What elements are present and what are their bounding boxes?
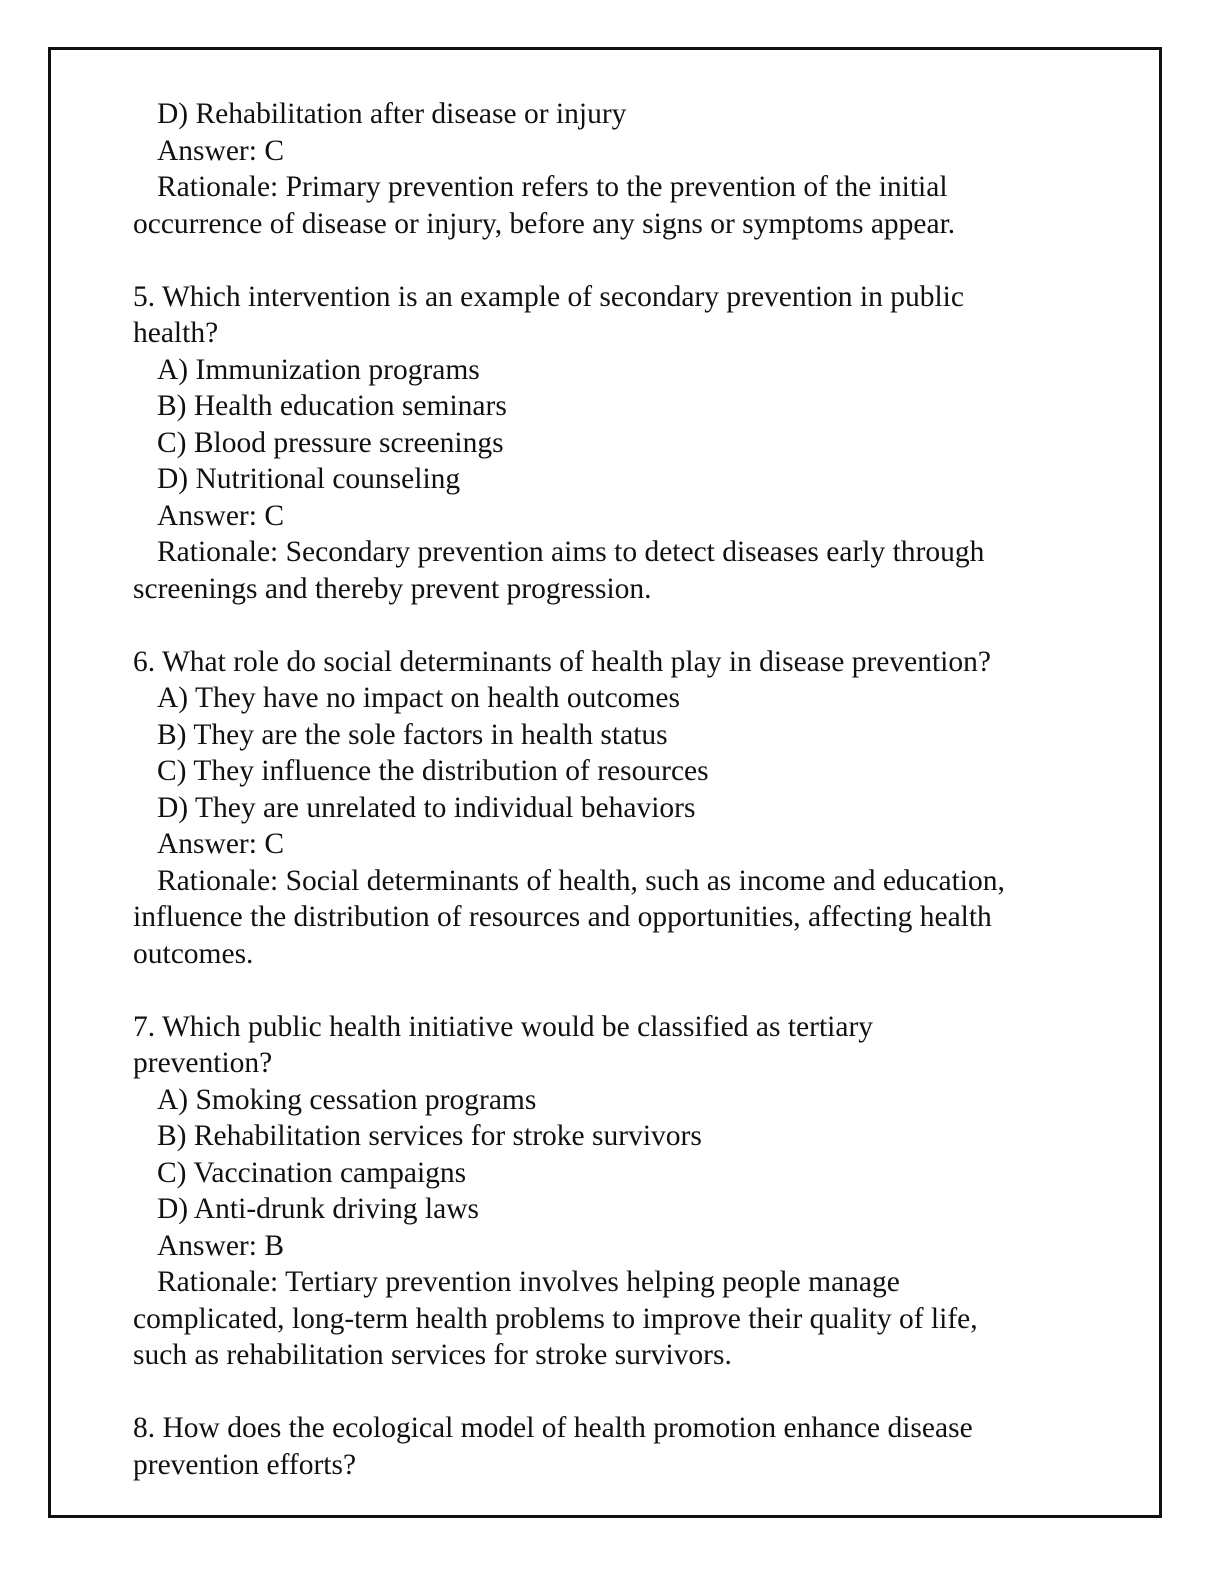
spacer bbox=[133, 607, 1093, 644]
q6-option-a: A) They have no impact on health outcomes bbox=[157, 682, 680, 714]
q5-option-a: A) Immunization programs bbox=[157, 353, 480, 386]
q7-option-d: D) Anti-drunk driving laws bbox=[157, 1193, 480, 1225]
q6-answer: Answer: C bbox=[157, 828, 285, 860]
q5-question-line-1: 5. Which intervention is an example of secondary prevention in public bbox=[133, 280, 964, 313]
q6-option-b: B) They are the sole factors in health status bbox=[157, 718, 668, 751]
q5-question-line-2: health? bbox=[133, 317, 219, 349]
q6-rationale-line-2: influence the distribution of resources and opportunities, affecting health bbox=[133, 901, 992, 933]
q7-rationale-line-1: Rationale: Tertiary prevention involves helping people manage bbox=[157, 1266, 900, 1298]
spacer bbox=[133, 972, 1093, 1009]
q7-option-b: B) Rehabilitation services for stroke survivors bbox=[157, 1120, 702, 1152]
spacer bbox=[133, 1374, 1093, 1411]
q7-rationale-line-3: such as rehabilitation services for stroke survivors. bbox=[133, 1339, 732, 1371]
q4-rationale-line-1: Rationale: Primary prevention refers to the prevention of the initial bbox=[157, 171, 948, 203]
q5-option-c: C) Blood pressure screenings bbox=[157, 426, 504, 459]
q6-rationale-line-1: Rationale: Social determinants of health, such as income and education, bbox=[157, 864, 1005, 897]
q5-rationale-line-1: Rationale: Secondary prevention aims to detect diseases early through bbox=[157, 536, 985, 568]
q4-rationale-line-2: occurrence of disease or injury, before any signs or symptoms appear. bbox=[133, 207, 956, 240]
q4-option-d: D) Rehabilitation after disease or injury bbox=[157, 98, 627, 130]
spacer bbox=[133, 242, 1093, 279]
q7-question-line-1: 7. Which public health initiative would be classified as tertiary bbox=[133, 1010, 874, 1043]
q7-question-line-2: prevention? bbox=[133, 1047, 273, 1079]
q7-answer: Answer: B bbox=[157, 1229, 285, 1262]
q5-option-b: B) Health education seminars bbox=[157, 390, 507, 422]
q5-rationale-line-2: screenings and thereby prevent progression. bbox=[133, 572, 652, 605]
document-content bbox=[133, 96, 1093, 1483]
q5-answer: Answer: C bbox=[157, 499, 285, 532]
q4-answer: Answer: C bbox=[157, 134, 285, 167]
q5-option-d: D) Nutritional counseling bbox=[157, 463, 461, 495]
q8-question-line-1: 8. How does the ecological model of health promotion enhance disease bbox=[133, 1412, 973, 1444]
q7-option-c: C) Vaccination campaigns bbox=[157, 1156, 467, 1189]
q6-question-line-1: 6. What role do social determinants of health play in disease prevention? bbox=[133, 645, 991, 678]
q6-rationale-line-3: outcomes. bbox=[133, 937, 254, 970]
q6-option-d: D) They are unrelated to individual behaviors bbox=[157, 791, 696, 824]
q6-option-c: C) They influence the distribution of resources bbox=[157, 755, 709, 787]
q7-rationale-line-2: complicated, long-term health problems to improve their quality of life, bbox=[133, 1302, 978, 1335]
q8-question-line-2: prevention efforts? bbox=[133, 1448, 357, 1481]
q7-option-a: A) Smoking cessation programs bbox=[157, 1083, 537, 1116]
